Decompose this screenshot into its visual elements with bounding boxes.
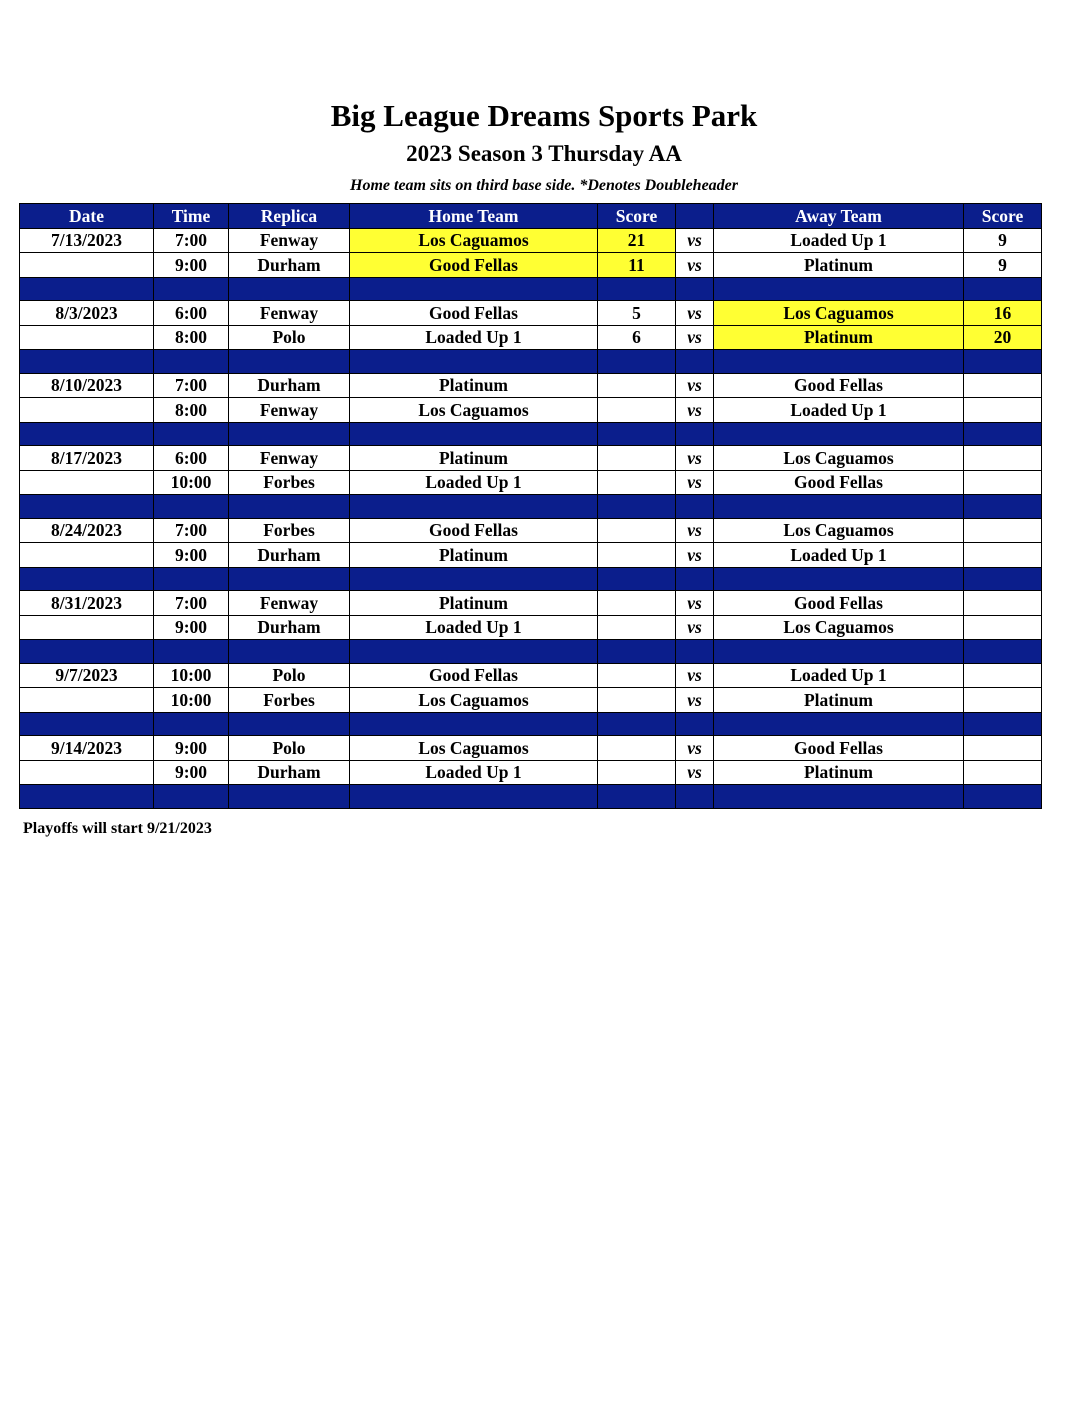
separator-cell [20, 712, 154, 736]
separator-cell [714, 495, 964, 519]
schedule-note: Home team sits on third base side. *Denotes Doubleheader [350, 177, 738, 194]
game-row [20, 253, 1042, 278]
field-replica: Forbes [229, 688, 350, 713]
separator-cell [350, 712, 598, 736]
vs-label: vs [676, 736, 714, 761]
separator-cell [350, 567, 598, 591]
separator-cell [676, 785, 714, 809]
away-score [964, 615, 1042, 640]
separator-cell [598, 495, 676, 519]
separator-cell [598, 567, 676, 591]
separator-cell [154, 567, 229, 591]
away-team: Los Caguamos [714, 518, 964, 543]
game-time: 9:00 [154, 615, 229, 640]
vs-label: vs [676, 591, 714, 616]
col-header-time: Time [154, 204, 229, 229]
home-score [598, 398, 676, 423]
game-date [20, 325, 154, 350]
schedule-body [20, 228, 1042, 808]
vs-label: vs [676, 688, 714, 713]
game-row [20, 325, 1042, 350]
separator-cell [154, 350, 229, 374]
game-row [20, 591, 1042, 616]
home-score [598, 446, 676, 471]
away-team: Platinum [714, 253, 964, 278]
away-score [964, 398, 1042, 423]
vs-label: vs [676, 398, 714, 423]
away-team: Loaded Up 1 [714, 398, 964, 423]
field-replica: Fenway [229, 228, 350, 253]
vs-label: vs [676, 518, 714, 543]
separator-cell [964, 277, 1042, 301]
home-team: Good Fellas [350, 663, 598, 688]
game-date [20, 398, 154, 423]
away-team: Los Caguamos [714, 615, 964, 640]
separator-cell [154, 422, 229, 446]
home-score [598, 373, 676, 398]
game-time: 7:00 [154, 518, 229, 543]
home-team: Platinum [350, 543, 598, 568]
game-row [20, 470, 1042, 495]
field-replica: Forbes [229, 470, 350, 495]
separator-cell [964, 422, 1042, 446]
separator-cell [20, 277, 154, 301]
separator-cell [154, 640, 229, 664]
game-time: 10:00 [154, 688, 229, 713]
away-score [964, 663, 1042, 688]
game-row [20, 228, 1042, 253]
vs-label: vs [676, 543, 714, 568]
home-team: Good Fellas [350, 253, 598, 278]
away-team: Good Fellas [714, 373, 964, 398]
home-score [598, 591, 676, 616]
season-subtitle: 2023 Season 3 Thursday AA [406, 141, 682, 166]
separator-row [20, 350, 1042, 374]
vs-label: vs [676, 228, 714, 253]
home-score [598, 663, 676, 688]
separator-cell [598, 422, 676, 446]
away-score: 9 [964, 253, 1042, 278]
game-date [20, 615, 154, 640]
game-date: 8/17/2023 [20, 446, 154, 471]
home-team: Good Fellas [350, 518, 598, 543]
separator-cell [154, 277, 229, 301]
game-time: 9:00 [154, 736, 229, 761]
game-row [20, 543, 1042, 568]
field-replica: Forbes [229, 518, 350, 543]
game-row [20, 518, 1042, 543]
home-score [598, 518, 676, 543]
separator-cell [229, 785, 350, 809]
game-date: 8/10/2023 [20, 373, 154, 398]
separator-row [20, 422, 1042, 446]
away-team: Good Fellas [714, 736, 964, 761]
separator-row [20, 495, 1042, 519]
game-row [20, 373, 1042, 398]
home-score: 11 [598, 253, 676, 278]
home-team: Platinum [350, 591, 598, 616]
home-score [598, 688, 676, 713]
separator-row [20, 640, 1042, 664]
away-score: 20 [964, 325, 1042, 350]
game-time: 6:00 [154, 446, 229, 471]
home-score: 5 [598, 301, 676, 326]
separator-cell [229, 350, 350, 374]
home-team: Loaded Up 1 [350, 760, 598, 785]
home-score: 21 [598, 228, 676, 253]
separator-cell [229, 567, 350, 591]
game-time: 7:00 [154, 591, 229, 616]
col-header-replica: Replica [229, 204, 350, 229]
game-date [20, 760, 154, 785]
away-score [964, 736, 1042, 761]
header-row [20, 204, 1042, 229]
home-score [598, 470, 676, 495]
game-date [20, 543, 154, 568]
away-score [964, 760, 1042, 785]
separator-cell [154, 712, 229, 736]
home-team: Loaded Up 1 [350, 615, 598, 640]
home-team: Los Caguamos [350, 736, 598, 761]
away-team: Platinum [714, 688, 964, 713]
separator-cell [598, 350, 676, 374]
vs-label: vs [676, 446, 714, 471]
separator-cell [964, 567, 1042, 591]
separator-cell [20, 495, 154, 519]
game-row [20, 446, 1042, 471]
vs-label: vs [676, 470, 714, 495]
field-replica: Polo [229, 736, 350, 761]
game-row [20, 301, 1042, 326]
separator-cell [714, 567, 964, 591]
away-team: Loaded Up 1 [714, 663, 964, 688]
vs-label: vs [676, 615, 714, 640]
separator-cell [350, 785, 598, 809]
page-title: Big League Dreams Sports Park [330, 98, 758, 133]
separator-cell [229, 277, 350, 301]
separator-cell [964, 350, 1042, 374]
col-header-home-score: Score [598, 204, 676, 229]
home-team: Los Caguamos [350, 228, 598, 253]
separator-cell [714, 277, 964, 301]
separator-cell [20, 785, 154, 809]
separator-cell [964, 640, 1042, 664]
separator-cell [20, 422, 154, 446]
away-team: Loaded Up 1 [714, 228, 964, 253]
separator-cell [229, 640, 350, 664]
field-replica: Polo [229, 325, 350, 350]
separator-cell [229, 422, 350, 446]
game-row [20, 760, 1042, 785]
game-time: 6:00 [154, 301, 229, 326]
game-date: 8/3/2023 [20, 301, 154, 326]
game-time: 7:00 [154, 373, 229, 398]
home-team: Los Caguamos [350, 688, 598, 713]
col-header-away-score: Score [964, 204, 1042, 229]
field-replica: Polo [229, 663, 350, 688]
away-team: Platinum [714, 325, 964, 350]
separator-cell [676, 567, 714, 591]
away-score: 16 [964, 301, 1042, 326]
away-team: Loaded Up 1 [714, 543, 964, 568]
separator-cell [676, 277, 714, 301]
separator-cell [714, 785, 964, 809]
separator-cell [154, 495, 229, 519]
away-team: Good Fellas [714, 470, 964, 495]
vs-label: vs [676, 663, 714, 688]
game-row [20, 615, 1042, 640]
separator-cell [350, 495, 598, 519]
field-replica: Durham [229, 253, 350, 278]
separator-cell [714, 422, 964, 446]
away-score [964, 373, 1042, 398]
separator-cell [20, 350, 154, 374]
home-team: Good Fellas [350, 301, 598, 326]
away-team: Los Caguamos [714, 301, 964, 326]
away-team: Good Fellas [714, 591, 964, 616]
field-replica: Durham [229, 615, 350, 640]
field-replica: Durham [229, 543, 350, 568]
col-header-date: Date [20, 204, 154, 229]
separator-cell [598, 640, 676, 664]
field-replica: Fenway [229, 591, 350, 616]
separator-cell [154, 785, 229, 809]
separator-cell [350, 350, 598, 374]
separator-cell [229, 712, 350, 736]
vs-label: vs [676, 301, 714, 326]
separator-cell [714, 640, 964, 664]
game-date: 9/14/2023 [20, 736, 154, 761]
home-team: Platinum [350, 446, 598, 471]
separator-cell [350, 640, 598, 664]
playoffs-note: Playoffs will start 9/21/2023 [23, 820, 212, 837]
home-team: Los Caguamos [350, 398, 598, 423]
separator-cell [676, 712, 714, 736]
home-team: Loaded Up 1 [350, 325, 598, 350]
away-score [964, 518, 1042, 543]
game-date [20, 253, 154, 278]
away-score [964, 591, 1042, 616]
separator-cell [676, 422, 714, 446]
away-score [964, 688, 1042, 713]
vs-label: vs [676, 325, 714, 350]
separator-row [20, 785, 1042, 809]
field-replica: Fenway [229, 446, 350, 471]
separator-cell [714, 350, 964, 374]
game-time: 8:00 [154, 398, 229, 423]
home-team: Loaded Up 1 [350, 470, 598, 495]
separator-cell [598, 712, 676, 736]
game-date: 8/31/2023 [20, 591, 154, 616]
separator-row [20, 567, 1042, 591]
game-row [20, 736, 1042, 761]
home-team: Platinum [350, 373, 598, 398]
game-date [20, 470, 154, 495]
away-team: Platinum [714, 760, 964, 785]
separator-cell [598, 277, 676, 301]
separator-cell [964, 785, 1042, 809]
separator-cell [676, 640, 714, 664]
field-replica: Durham [229, 760, 350, 785]
game-time: 9:00 [154, 253, 229, 278]
away-score [964, 543, 1042, 568]
game-date: 9/7/2023 [20, 663, 154, 688]
separator-cell [20, 640, 154, 664]
separator-cell [714, 712, 964, 736]
home-score [598, 760, 676, 785]
vs-label: vs [676, 253, 714, 278]
away-score: 9 [964, 228, 1042, 253]
game-date: 7/13/2023 [20, 228, 154, 253]
game-row [20, 663, 1042, 688]
separator-cell [598, 785, 676, 809]
game-row [20, 398, 1042, 423]
col-header-home-team: Home Team [350, 204, 598, 229]
home-score [598, 543, 676, 568]
game-time: 9:00 [154, 543, 229, 568]
home-score: 6 [598, 325, 676, 350]
field-replica: Fenway [229, 398, 350, 423]
separator-cell [676, 350, 714, 374]
game-date: 8/24/2023 [20, 518, 154, 543]
game-time: 9:00 [154, 760, 229, 785]
field-replica: Durham [229, 373, 350, 398]
game-row [20, 688, 1042, 713]
separator-row [20, 712, 1042, 736]
separator-cell [350, 422, 598, 446]
away-score [964, 470, 1042, 495]
game-time: 7:00 [154, 228, 229, 253]
field-replica: Fenway [229, 301, 350, 326]
schedule-table [19, 203, 1042, 809]
home-score [598, 736, 676, 761]
game-time: 10:00 [154, 663, 229, 688]
separator-cell [20, 567, 154, 591]
col-header-away-team: Away Team [714, 204, 964, 229]
separator-cell [964, 495, 1042, 519]
vs-label: vs [676, 760, 714, 785]
game-time: 8:00 [154, 325, 229, 350]
separator-cell [229, 495, 350, 519]
separator-cell [350, 277, 598, 301]
separator-row [20, 277, 1042, 301]
home-score [598, 615, 676, 640]
col-header-vs [676, 204, 714, 229]
away-score [964, 446, 1042, 471]
separator-cell [964, 712, 1042, 736]
game-time: 10:00 [154, 470, 229, 495]
game-date [20, 688, 154, 713]
separator-cell [676, 495, 714, 519]
vs-label: vs [676, 373, 714, 398]
away-team: Los Caguamos [714, 446, 964, 471]
